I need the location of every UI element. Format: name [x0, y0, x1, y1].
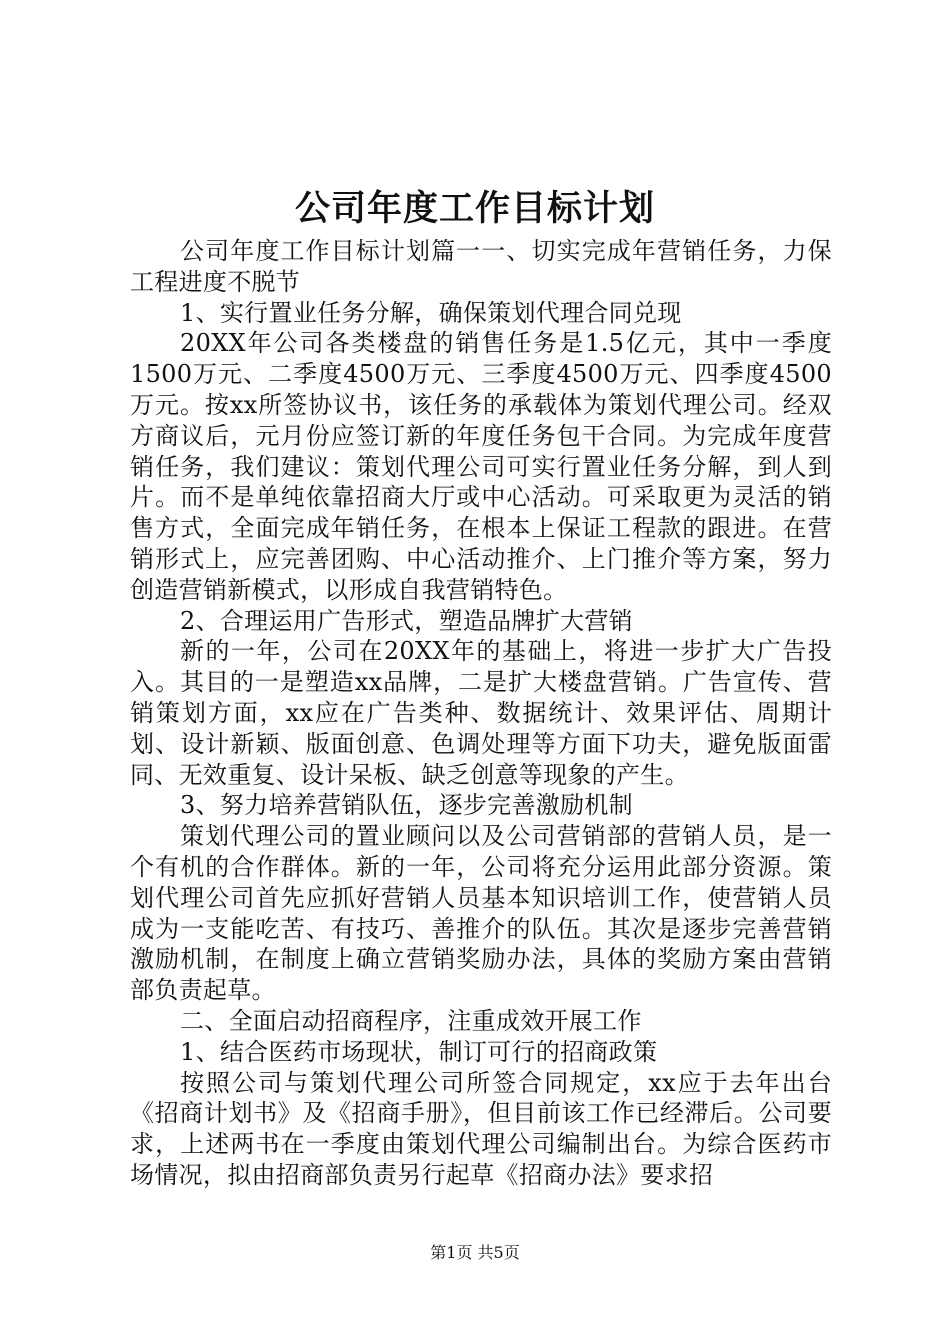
paragraph: 按照公司与策划代理公司所签合同规定，xx应于去年出台《招商计划书》及《招商手册》，但目前该工作已经滞后。公司要求，上述两书在一季度由策划代理公司编制出台。为综合医药市场情况，拟由招商部负责另行起草《招商办法》要求招	[130, 1068, 832, 1189]
paragraph: 新的一年，公司在20XX年的基础上，将进一步扩大广告投入。其目的一是塑造xx品牌，二是扩大楼盘营销。广告宣传、营销策划方面，xx应在广告类种、数据统计、效果评估、周期计划、设计新颖、版面创意、色调处理等方面下功夫，避免版面雷同、无效重复、设计呆板、缺乏创意等现象的产生。	[130, 637, 832, 789]
section-heading: 3、努力培养营销队伍，逐步完善激励机制	[180, 791, 633, 820]
section-heading: 二、全面启动招商程序，注重成效开展工作	[180, 1006, 642, 1035]
page-number-footer: 第1页 共5页	[430, 1243, 520, 1262]
section-heading: 2、合理运用广告形式，塑造品牌扩大营销	[180, 606, 633, 635]
document-body	[130, 236, 832, 1191]
paragraph: 策划代理公司的置业顾问以及公司营销部的营销人员，是一个有机的合作群体。新的一年，公司将充分运用此部分资源。策划代理公司首先应抓好营销人员基本知识培训工作，使营销人员成为一支能吃苦、有技巧、善推介的队伍。其次是逐步完善营销激励机制，在制度上确立营销奖励办法，具体的奖励方案由营销部负责起草。	[130, 822, 832, 1005]
paragraph: 20XX年公司各类楼盘的销售任务是1.5亿元，其中一季度1500万元、二季度4500万元、三季度4500万元、四季度4500万元。按xx所签协议书，该任务的承载体为策划代理公司。经双方商议后，元月份应签订新的年度任务包干合同。为完成年度营销任务，我们建议：策划代理公司可实行置业任务分解，到人到片。而不是单纯依靠招商大厅或中心活动。可采取更为灵活的销售方式，全面完成年销任务，在根本上保证工程款的跟进。在营销形式上，应完善团购、中心活动推介、上门推介等方案，努力创造营销新模式，以形成自我营销特色。	[130, 329, 832, 604]
section-heading: 1、实行置业任务分解，确保策划代理合同兑现	[180, 298, 682, 327]
section-heading: 1、结合医药市场现状，制订可行的招商政策	[180, 1037, 658, 1066]
paragraph: 公司年度工作目标计划篇一一、切实完成年营销任务，力保工程进度不脱节	[130, 237, 832, 296]
document-title: 公司年度工作目标计划	[294, 188, 655, 229]
